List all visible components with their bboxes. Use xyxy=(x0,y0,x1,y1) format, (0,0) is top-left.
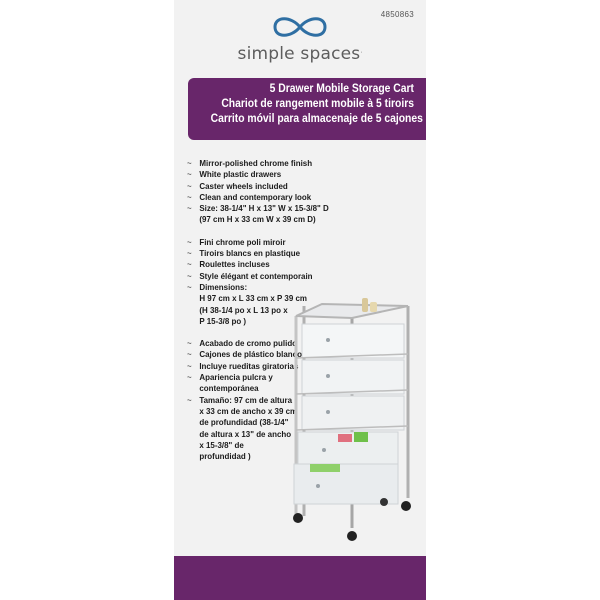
feature-item: ~ Dimensions: H 97 cm x L 33 cm x P 39 cm (H 38-1/4 po x L 13 po x P 15-3/8 po ) xyxy=(187,281,307,326)
title-french: Chariot de rangement mobile à 5 tiroirs xyxy=(221,98,414,110)
brand-name: simple spaces. xyxy=(237,44,363,64)
feature-item: ~ Fini chrome poli miroir xyxy=(187,236,286,247)
title-spanish: Carrito móvil para almacenaje de 5 cajones xyxy=(210,113,423,125)
feature-item: ~ Tiroirs blancs en plastique xyxy=(187,248,301,259)
feature-item: ~ Clean and contemporary look xyxy=(187,191,312,202)
feature-item: ~ Cajones de plástico blanco xyxy=(187,349,302,360)
infinity-logo-icon xyxy=(267,12,333,42)
feature-item: ~ Tamaño: 97 cm de altura x 33 cm de ancho x 39 cm de profundidad (38-1/4" de altura x 13" de ancho x 15-3/8" de profundidad ) xyxy=(187,394,298,462)
feature-item: ~ Caster wheels included xyxy=(187,180,288,191)
package-card xyxy=(174,0,426,600)
storage-cart-image xyxy=(282,292,422,548)
drawer-stack xyxy=(294,324,404,504)
feature-item: ~ Acabado de cromo pulido xyxy=(187,338,298,349)
feature-item: ~ Incluye rueditas giratorias xyxy=(187,360,299,371)
feature-item: ~ Size: 38-1/4" H x 13" W x 15-3/8" D (97 cm H x 33 cm W x 39 cm D) xyxy=(187,203,329,225)
feature-item: ~ Roulettes incluses xyxy=(187,259,270,270)
feature-item: ~ White plastic drawers xyxy=(187,169,282,180)
bottom-accent-band xyxy=(174,556,426,600)
sku-number: 4850863 xyxy=(380,10,414,19)
feature-item: ~ Style élégant et contemporain xyxy=(187,270,313,281)
feature-item: ~ Mirror-polished chrome finish xyxy=(187,158,313,168)
brand-logo xyxy=(174,12,426,64)
features-english xyxy=(187,158,337,226)
product-title-band xyxy=(188,78,426,140)
title-english: 5 Drawer Mobile Storage Cart xyxy=(269,83,414,95)
feature-item: ~ Apariencia pulcra y contemporánea xyxy=(187,372,273,394)
